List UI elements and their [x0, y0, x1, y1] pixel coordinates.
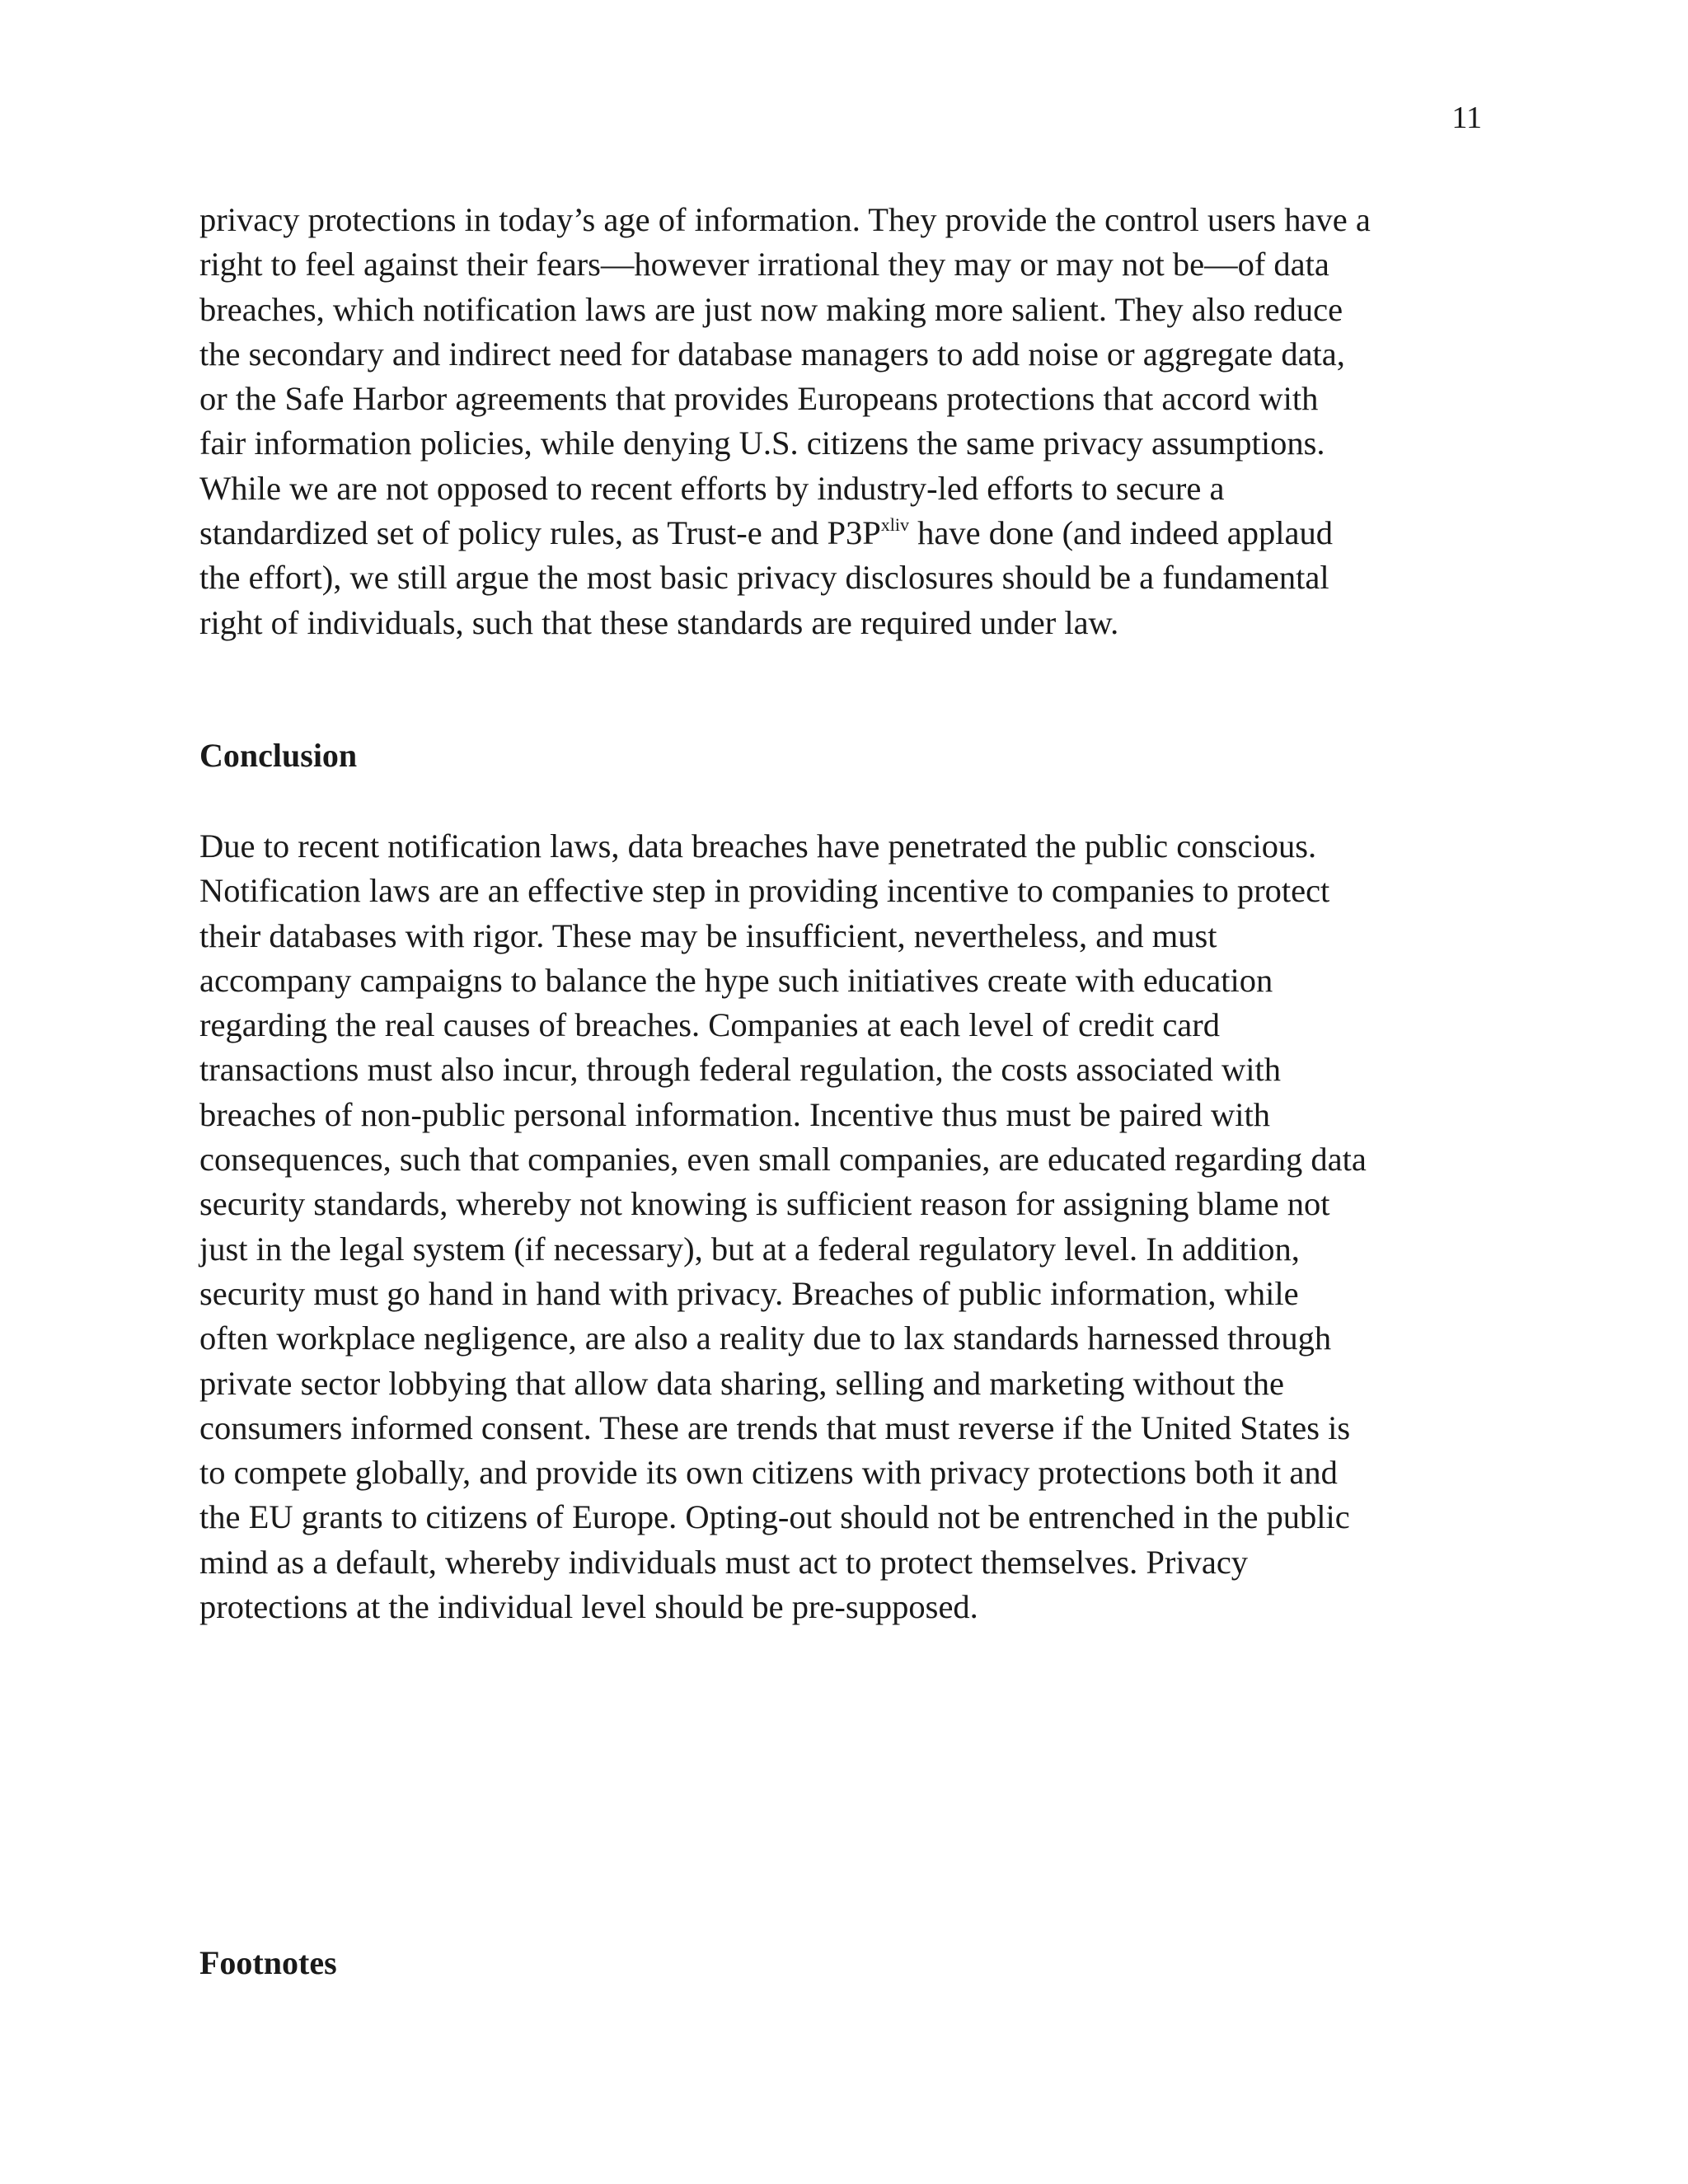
paragraph-line: mind as a default, whereby individuals must act to protect themselves. Privacy — [199, 1543, 1249, 1581]
paragraph-line: just in the legal system (if necessary), but at a federal regulatory level. In addition, — [199, 1230, 1300, 1268]
paragraph-line: to compete globally, and provide its own citizens with privacy protections both it and — [199, 1454, 1338, 1492]
paragraph-line: the secondary and indirect need for database managers to add noise or aggregate data, — [199, 335, 1345, 373]
footnote-reference[interactable]: xliv — [880, 514, 910, 536]
footnotes-heading: Footnotes — [199, 1944, 337, 1981]
paragraph-line: private sector lobbying that allow data sharing, selling and marketing without the — [199, 1364, 1284, 1402]
paragraph-line: consequences, such that companies, even small companies, are educated regarding data — [199, 1141, 1367, 1179]
paragraph-line: right of individuals, such that these standards are required under law. — [199, 603, 1119, 641]
conclusion-heading: Conclusion — [199, 737, 358, 774]
page-number: 11 — [1451, 101, 1482, 135]
paragraph-line: breaches, which notification laws are just now making more salient. They also reduce — [199, 290, 1343, 328]
paragraph-line: the effort), we still argue the most basic privacy disclosures should be a fundamental — [199, 559, 1329, 597]
line-text-after-footnote: have done (and indeed applaud — [909, 514, 1333, 552]
paragraph-line: security must go hand in hand with privacy. Breaches of public information, while — [199, 1274, 1299, 1312]
paragraph-line: or the Safe Harbor agreements that provides Europeans protections that accord with — [199, 380, 1319, 418]
paragraph-line: fair information policies, while denying U.S. citizens the same privacy assumptions. — [199, 424, 1325, 462]
paragraph-line: accompany campaigns to balance the hype such initiatives create with education — [199, 961, 1273, 999]
paragraph-line: often workplace negligence, are also a reality due to lax standards harnessed through — [199, 1319, 1332, 1357]
paragraph-line: security standards, whereby not knowing is sufficient reason for assigning blame not — [199, 1185, 1330, 1223]
paragraph-line: the EU grants to citizens of Europe. Opting-out should not be entrenched in the public — [199, 1498, 1350, 1536]
paragraph-line: Notification laws are an effective step in providing incentive to companies to protect — [199, 872, 1330, 910]
paragraph-line: breaches of non-public personal information. Incentive thus must be paired with — [199, 1095, 1271, 1133]
line-text-before-footnote: standardized set of policy rules, as Trust-e and P3P — [199, 514, 881, 552]
paragraph-line: right to feel against their fears—however irrational they may or may not be—of data — [199, 246, 1329, 284]
paragraph-line: Due to recent notification laws, data breaches have penetrated the public conscious. — [199, 827, 1317, 865]
paragraph-line: While we are not opposed to recent efforts by industry-led efforts to secure a — [199, 469, 1225, 507]
paragraph-line: their databases with rigor. These may be insufficient, nevertheless, and must — [199, 916, 1217, 954]
body-paragraph-1 — [199, 198, 1502, 645]
conclusion-paragraph — [199, 824, 1502, 1629]
paragraph-line: consumers informed consent. These are trends that must reverse if the United States is — [199, 1408, 1351, 1446]
paragraph-line: transactions must also incur, through federal regulation, the costs associated with — [199, 1051, 1282, 1089]
paragraph-line: privacy protections in today’s age of information. They provide the control users have a — [199, 201, 1371, 238]
paragraph-line: protections at the individual level should be pre-supposed. — [199, 1588, 978, 1626]
paragraph-line: regarding the real causes of breaches. Companies at each level of credit card — [199, 1006, 1221, 1044]
paragraph-line-with-footnote — [199, 511, 1502, 555]
